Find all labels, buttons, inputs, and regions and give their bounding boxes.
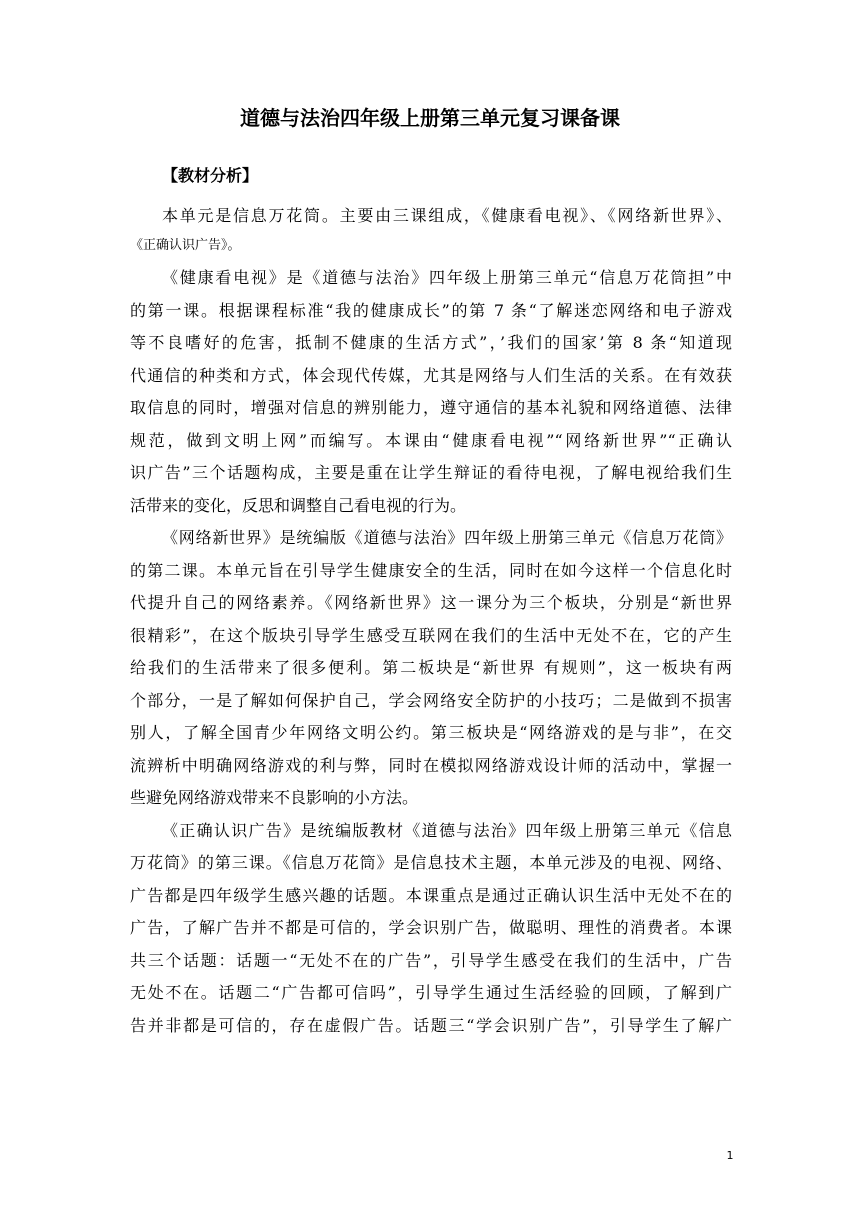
text-line: 个部分，一是了解如何保护自己，学会网络安全防护的小技巧；二是做到不损害 — [130, 691, 732, 710]
text-line: 无处不在。话题二“广告都可信吗”，引导学生通过生活经验的回顾，了解到广 — [130, 983, 732, 1002]
text-line: 很精彩”，在这个版块引导学生感受互联网在我们的生活中无处不在，它的产生 — [130, 626, 732, 645]
text-line: 取信息的同时，增强对信息的辨别能力，遵守通信的基本礼貌和网络道德、法律 — [130, 398, 732, 417]
document-title: 道德与法治四年级上册第三单元复习课备课 — [240, 106, 620, 130]
text-line: 《正确认识广告》是统编版教材《道德与法治》四年级上册第三单元《信息 — [162, 821, 732, 840]
text-line: 广告，了解广告并不都是可信的，学会识别广告，做聪明、理性的消费者。本课 — [130, 918, 732, 937]
text-line: 识广告”三个话题构成，主要是重在让学生辩证的看待电视，了解电视给我们生 — [130, 463, 732, 482]
text-line: 广告都是四年级学生感兴趣的话题。本课重点是通过正确认识生活中无处不在的 — [130, 886, 732, 905]
text-line: 万花筒》的第三课。《信息万花筒》是信息技术主题，本单元涉及的电视、网络、 — [130, 853, 732, 872]
text-line: 些避免网络游戏带来不良影响的小方法。 — [130, 788, 419, 807]
text-line: 的第二课。本单元旨在引导学生健康安全的生活，同时在如今这样一个信息化时 — [130, 561, 732, 580]
text-line: 等不良嗜好的危害，抵制不健康的生活方式”，’我们的国家’第 8 条“知道现 — [130, 333, 732, 352]
text-line: 活带来的变化，反思和调整自己看电视的行为。 — [130, 496, 467, 515]
text-line: 的第一课。根据课程标准“我的健康成长”的第 7 条“了解迷恋网络和电子游戏 — [130, 301, 732, 320]
text-line: 代提升自己的网络素养。《网络新世界》这一课分为三个板块，分别是“新世界 — [130, 593, 732, 612]
text-line: 告并非都是可信的，存在虚假广告。话题三“学会识别广告”，引导学生了解广 — [130, 1016, 732, 1035]
text-line: 规范，做到文明上网”而编写。本课由“健康看电视”“网络新世界”“正确认 — [130, 431, 732, 450]
text-line: 代通信的种类和方式，体会现代传媒，尤其是网络与人们生活的关系。在有效获 — [130, 366, 732, 385]
text-line: 给我们的生活带来了很多便利。第二板块是“新世界 有规则”，这一板块有两 — [130, 658, 732, 677]
text-line: 《健康看电视》是《道德与法治》四年级上册第三单元“信息万花筒担”中 — [162, 268, 732, 287]
page-number: 1 — [726, 1149, 734, 1162]
text-line: 《网络新世界》是统编版《道德与法治》四年级上册第三单元《信息万花筒》 — [162, 528, 732, 547]
section-heading: 【教材分析】 — [162, 166, 259, 185]
text-line: 流辨析中明确网络游戏的利与弊，同时在模拟网络游戏设计师的活动中，掌握一 — [130, 756, 732, 775]
text-line: 共三个话题：话题一“无处不在的广告”，引导学生感受在我们的生活中，广告 — [130, 951, 732, 970]
text-line: 《正确认识广告》。 — [130, 238, 241, 253]
text-line: 别人，了解全国青少年网络文明公约。第三板块是“网络游戏的是与非”，在交 — [130, 723, 732, 742]
text-line: 本单元是信息万花筒。主要由三课组成，《健康看电视》、《网络新世界》、 — [162, 206, 732, 225]
